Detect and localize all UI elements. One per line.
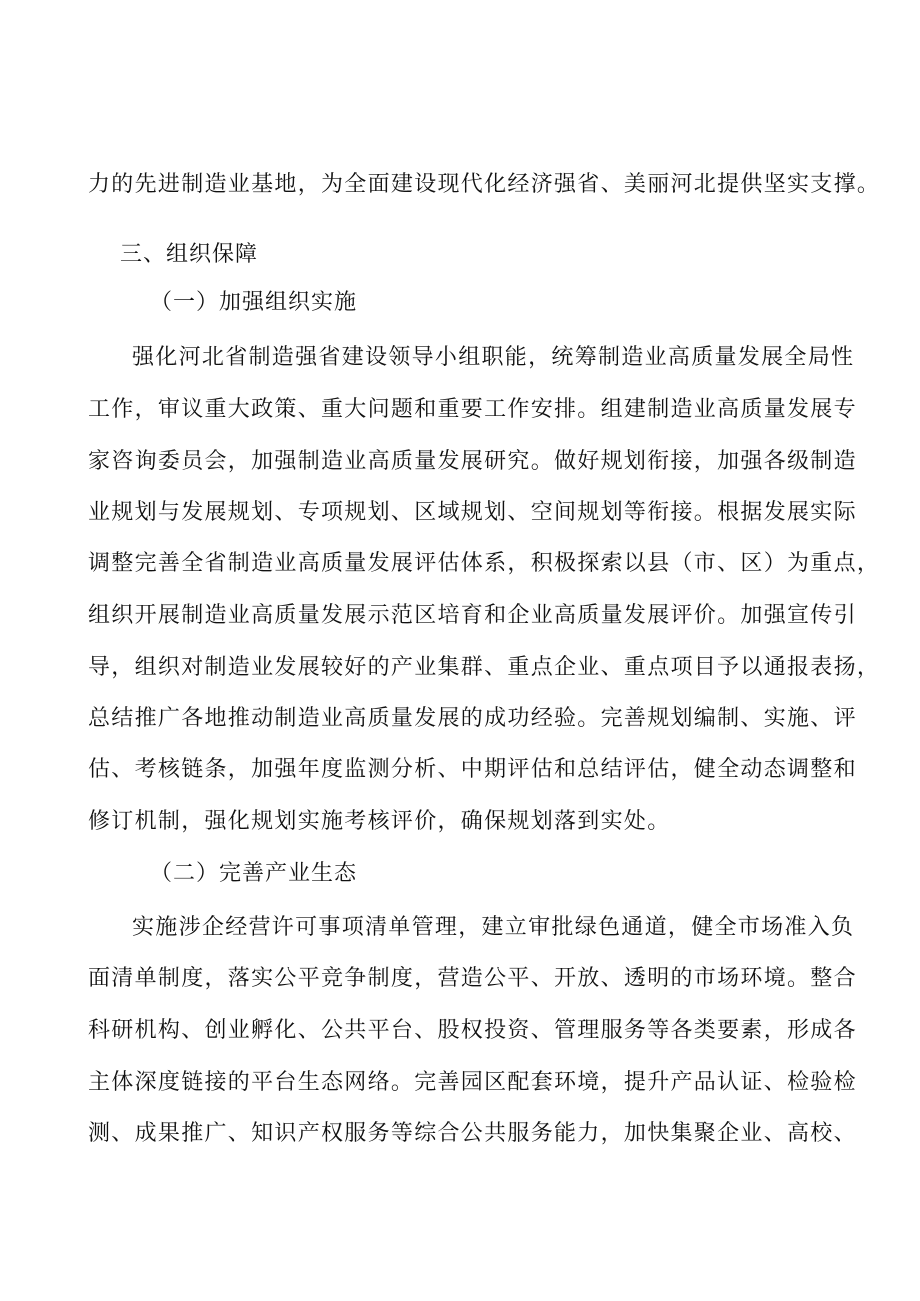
subsection-heading-1: （一）加强组织实施 xyxy=(150,290,358,315)
paragraph-2-line: 科研机构、创业孵化、公共平台、股权投资、管理服务等各类要素，形成各 xyxy=(88,1018,857,1043)
paragraph-1-line: 修订机制，强化规划实施考核评价，确保规划落到实处。 xyxy=(88,809,671,834)
paragraph-1-line: 总结推广各地推动制造业高质量发展的成功经验。完善规划编制、实施、评 xyxy=(88,706,857,731)
paragraph-continuation-line: 力的先进制造业基地，为全面建设现代化经济强省、美丽河北提供坚实支撑。 xyxy=(88,172,881,197)
paragraph-1-line: 工作，审议重大政策、重大问题和重要工作安排。组建制造业高质量发展专 xyxy=(88,397,857,422)
paragraph-1-line: 估、考核链条，加强年度监测分析、中期评估和总结评估，健全动态调整和 xyxy=(88,757,857,782)
paragraph-1-line: 组织开展制造业高质量发展示范区培育和企业高质量发展评价。加强宣传引 xyxy=(88,603,857,628)
paragraph-2-line: 实施涉企经营许可事项清单管理，建立审批绿色通道，健全市场准入负 xyxy=(132,915,855,940)
subsection-heading-2: （二）完善产业生态 xyxy=(150,861,358,886)
paragraph-1-line: 导，组织对制造业发展较好的产业集群、重点企业、重点项目予以通报表扬， xyxy=(88,655,881,680)
paragraph-2-line: 主体深度链接的平台生态网络。完善园区配套环境，提升产品认证、检验检 xyxy=(88,1070,857,1095)
paragraph-2-line: 面清单制度，落实公平竞争制度，营造公平、开放、透明的市场环境。整合 xyxy=(88,966,857,991)
paragraph-1-line: 调整完善全省制造业高质量发展评估体系，积极探索以县（市、区）为重点， xyxy=(88,551,881,576)
paragraph-1-line: 家咨询委员会，加强制造业高质量发展研究。做好规划衔接，加强各级制造 xyxy=(88,449,857,474)
section-heading: 三、组织保障 xyxy=(120,242,259,267)
paragraph-1-line: 业规划与发展规划、专项规划、区域规划、空间规划等衔接。根据发展实际 xyxy=(88,500,857,525)
paragraph-2-line: 测、成果推广、知识产权服务等综合公共服务能力，加快集聚企业、高校、 xyxy=(88,1121,857,1146)
paragraph-1-line: 强化河北省制造强省建设领导小组职能，统筹制造业高质量发展全局性 xyxy=(132,345,855,370)
